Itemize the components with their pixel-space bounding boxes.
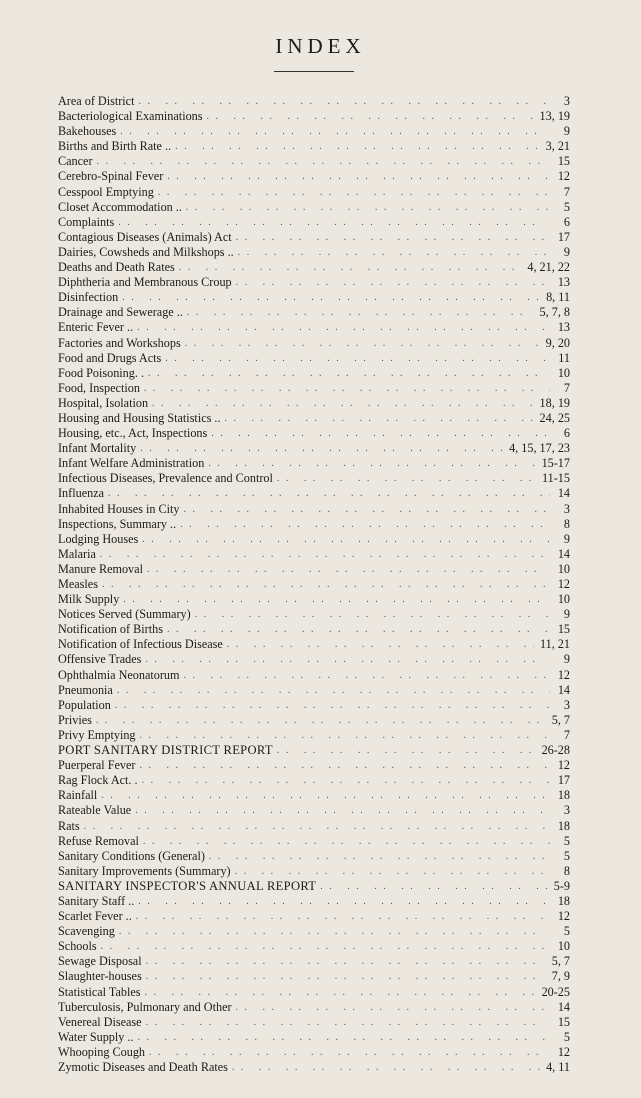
index-entry bbox=[58, 728, 570, 743]
index-entry-pages: 15-17 bbox=[541, 456, 570, 471]
leader-dots bbox=[158, 185, 550, 200]
index-entry bbox=[58, 773, 570, 788]
index-entry bbox=[58, 788, 570, 803]
index-entry-pages: 11 bbox=[558, 350, 570, 365]
index-entry-label: Infant Welfare Administration bbox=[58, 456, 205, 471]
index-entry-pages: 18 bbox=[557, 788, 570, 803]
index-entry-pages: 5-9 bbox=[553, 878, 570, 893]
index-entry bbox=[58, 351, 570, 366]
leader-dots bbox=[138, 1030, 550, 1045]
leader-dots bbox=[145, 652, 550, 667]
index-entry bbox=[58, 758, 570, 773]
index-entry-label: Bacteriological Examinations bbox=[58, 109, 203, 124]
index-entry-pages: 7 bbox=[563, 184, 570, 199]
index-entry-label: Whooping Cough bbox=[58, 1044, 146, 1059]
index-entry-pages: 3 bbox=[563, 94, 570, 108]
index-entry bbox=[58, 109, 570, 124]
index-entry-label: Housing, etc., Act, Inspections bbox=[58, 426, 208, 441]
index-entry bbox=[58, 381, 570, 396]
index-entry bbox=[58, 1000, 570, 1015]
index-entry-pages: 5 bbox=[563, 848, 570, 863]
leader-dots bbox=[209, 849, 550, 864]
index-entry-pages: 12 bbox=[557, 169, 570, 184]
index-entry-pages: 7 bbox=[563, 727, 570, 742]
index-entry-label: Refuse Removal bbox=[58, 833, 139, 848]
index-entry-pages: 10 bbox=[557, 365, 570, 380]
index-entry-label: Rag Flock Act. . bbox=[58, 773, 138, 788]
index-entry bbox=[58, 834, 570, 849]
index-entry-pages: 13 bbox=[557, 275, 570, 290]
index-entry-label: Tuberculosis, Pulmonary and Other bbox=[58, 999, 232, 1014]
index-entry-label: Notices Served (Summary) bbox=[58, 607, 191, 622]
index-entry-label: Influenza bbox=[58, 486, 105, 501]
index-entry-label: Sanitary Staff .. bbox=[58, 893, 135, 908]
leader-dots bbox=[184, 668, 550, 683]
leader-dots bbox=[225, 411, 534, 426]
index-entry bbox=[58, 607, 570, 622]
index-entry bbox=[58, 305, 570, 320]
index-entry bbox=[58, 486, 570, 501]
index-entry bbox=[58, 849, 570, 864]
index-entry-label: Rateable Value bbox=[58, 803, 132, 818]
index-list bbox=[58, 94, 570, 1075]
index-entry-label: Cerebro-Spinal Fever bbox=[58, 169, 164, 184]
index-entry-pages: 7, 9 bbox=[551, 969, 570, 984]
index-entry-label: Venereal Disease bbox=[58, 1014, 142, 1029]
leader-dots bbox=[138, 894, 550, 909]
index-entry-pages: 3 bbox=[563, 501, 570, 516]
leader-dots bbox=[175, 139, 540, 154]
index-entry-label: Factories and Workshops bbox=[58, 335, 181, 350]
leader-dots bbox=[140, 441, 503, 456]
index-entry bbox=[58, 1030, 570, 1045]
index-entry-pages: 12 bbox=[557, 667, 570, 682]
leader-dots bbox=[118, 215, 550, 230]
index-entry-pages: 18, 19 bbox=[539, 395, 570, 410]
index-entry-label: Zymotic Diseases and Death Rates bbox=[58, 1060, 228, 1074]
index-entry-pages: 24, 25 bbox=[539, 410, 570, 425]
index-entry-pages: 3 bbox=[563, 697, 570, 712]
leader-dots bbox=[84, 819, 550, 834]
index-entry-label: Puerperal Fever bbox=[58, 758, 136, 773]
leader-dots bbox=[146, 1015, 550, 1030]
index-entry-label: Infectious Diseases, Prevalence and Control bbox=[58, 471, 273, 486]
index-entry bbox=[58, 864, 570, 879]
index-entry bbox=[58, 909, 570, 924]
leader-dots bbox=[185, 336, 540, 351]
index-entry-label: Sanitary Conditions (General) bbox=[58, 848, 205, 863]
index-entry-pages: 12 bbox=[557, 1044, 570, 1059]
leader-dots bbox=[135, 803, 550, 818]
leader-dots bbox=[146, 969, 546, 984]
index-entry-label: Population bbox=[58, 697, 111, 712]
leader-dots bbox=[207, 109, 534, 124]
index-entry-label: Area of District bbox=[58, 94, 135, 108]
leader-dots bbox=[102, 577, 550, 592]
leader-dots bbox=[195, 607, 550, 622]
index-entry-label: Complaints bbox=[58, 214, 115, 229]
index-entry-pages: 4, 15, 17, 23 bbox=[509, 441, 570, 456]
index-entry-pages: 12 bbox=[557, 909, 570, 924]
index-entry-label: Lodging Houses bbox=[58, 531, 139, 546]
index-entry-label: Drainage and Sewerage .. bbox=[58, 305, 183, 320]
index-entry-label: Offensive Trades bbox=[58, 652, 142, 667]
index-entry-label: Disinfection bbox=[58, 290, 119, 305]
leader-dots bbox=[167, 169, 550, 184]
index-entry-pages: 10 bbox=[557, 561, 570, 576]
index-entry bbox=[58, 517, 570, 532]
index-entry bbox=[58, 185, 570, 200]
index-entry-pages: 9 bbox=[563, 244, 570, 259]
index-entry bbox=[58, 441, 570, 456]
index-entry-pages: 8 bbox=[563, 863, 570, 878]
index-entry-pages: 4, 21, 22 bbox=[527, 260, 570, 275]
index-entry-label: Infant Mortality bbox=[58, 441, 137, 456]
leader-dots bbox=[142, 773, 550, 788]
leader-dots bbox=[144, 381, 550, 396]
index-entry-label: Scavenging bbox=[58, 924, 115, 939]
leader-dots bbox=[211, 426, 550, 441]
leader-dots bbox=[179, 260, 522, 275]
index-entry bbox=[58, 1060, 570, 1075]
index-entry-label: Enteric Fever .. bbox=[58, 320, 134, 335]
index-entry bbox=[58, 396, 570, 411]
leader-dots bbox=[97, 154, 550, 169]
index-entry bbox=[58, 169, 570, 184]
leader-dots bbox=[277, 743, 536, 758]
index-entry-pages: 9 bbox=[563, 531, 570, 546]
index-entry-label: Deaths and Death Rates bbox=[58, 260, 175, 275]
index-entry bbox=[58, 713, 570, 728]
leader-dots bbox=[167, 622, 550, 637]
leader-dots bbox=[122, 290, 540, 305]
index-entry bbox=[58, 939, 570, 954]
index-entry-pages: 9 bbox=[563, 124, 570, 139]
leader-dots bbox=[236, 275, 550, 290]
index-entry bbox=[58, 290, 570, 305]
leader-dots bbox=[101, 939, 550, 954]
index-entry-pages: 3 bbox=[563, 803, 570, 818]
index-entry bbox=[58, 320, 570, 335]
index-entry bbox=[58, 124, 570, 139]
leader-dots bbox=[142, 532, 550, 547]
index-entry-pages: 3, 21 bbox=[545, 139, 570, 154]
index-entry bbox=[58, 592, 570, 607]
index-entry bbox=[58, 562, 570, 577]
index-entry-pages: 15 bbox=[557, 622, 570, 637]
index-entry bbox=[58, 366, 570, 381]
page-title: INDEX bbox=[275, 34, 366, 58]
index-entry bbox=[58, 154, 570, 169]
leader-dots bbox=[238, 245, 550, 260]
index-entry-pages: 15 bbox=[557, 1014, 570, 1029]
index-entry-pages: 8 bbox=[563, 516, 570, 531]
index-entry-label: Inspections, Summary .. bbox=[58, 516, 177, 531]
index-entry-label: Dairies, Cowsheds and Milkshops .. bbox=[58, 244, 234, 259]
leader-dots bbox=[115, 698, 550, 713]
index-entry-pages: 17 bbox=[557, 773, 570, 788]
leader-dots bbox=[277, 471, 536, 486]
leader-dots bbox=[147, 562, 550, 577]
index-entry-label: Notification of Births bbox=[58, 622, 163, 637]
leader-dots bbox=[143, 834, 550, 849]
leader-dots bbox=[101, 788, 550, 803]
index-entry bbox=[58, 94, 570, 109]
index-entry-pages: 12 bbox=[557, 577, 570, 591]
leader-dots bbox=[119, 924, 550, 939]
index-entry-pages: 5, 7 bbox=[551, 712, 570, 727]
index-entry-pages: 15 bbox=[557, 154, 570, 169]
index-entry-label: Births and Birth Rate .. bbox=[58, 139, 172, 154]
index-entry-pages: 11-15 bbox=[542, 471, 570, 486]
leader-dots bbox=[148, 366, 550, 381]
index-entry-pages: 17 bbox=[557, 229, 570, 244]
index-entry bbox=[58, 200, 570, 215]
index-entry-pages: 13, 19 bbox=[539, 109, 570, 124]
index-entry-pages: 13 bbox=[557, 320, 570, 335]
index-entry-pages: 5, 7 bbox=[551, 954, 570, 969]
index-entry-label: Privy Emptying bbox=[58, 727, 136, 742]
index-entry-pages: 18 bbox=[557, 893, 570, 908]
index-entry bbox=[58, 652, 570, 667]
index-entry-label: Measles bbox=[58, 577, 98, 591]
leader-dots bbox=[180, 517, 550, 532]
index-entry-label: Rainfall bbox=[58, 788, 98, 803]
index-entry-label: Sanitary Improvements (Summary) bbox=[58, 863, 231, 878]
leader-dots bbox=[227, 637, 534, 652]
leader-dots bbox=[236, 1000, 550, 1015]
index-entry-label: Malaria bbox=[58, 546, 96, 561]
index-entry-pages: 6 bbox=[563, 426, 570, 441]
index-entry-label: Closet Accommodation .. bbox=[58, 199, 182, 214]
index-entry bbox=[58, 471, 570, 486]
leader-dots bbox=[165, 351, 550, 366]
index-entry-pages: 5, 7, 8 bbox=[539, 305, 570, 320]
index-entry-label: Water Supply .. bbox=[58, 1029, 134, 1044]
index-entry-pages: 10 bbox=[557, 592, 570, 607]
index-entry-label: Milk Supply bbox=[58, 592, 120, 607]
index-entry-label: Contagious Diseases (Animals) Act bbox=[58, 229, 232, 244]
index-entry-label: Rats bbox=[58, 818, 80, 833]
index-entry-pages: 14 bbox=[557, 546, 570, 561]
index-entry bbox=[58, 532, 570, 547]
leader-dots bbox=[186, 200, 550, 215]
index-entry bbox=[58, 139, 570, 154]
leader-dots bbox=[140, 728, 550, 743]
index-entry bbox=[58, 502, 570, 517]
index-entry-pages: 5 bbox=[563, 924, 570, 939]
index-entry-pages: 5 bbox=[563, 1029, 570, 1044]
index-entry-label: Cesspool Emptying bbox=[58, 184, 154, 199]
leader-dots bbox=[208, 456, 535, 471]
index-entry bbox=[58, 230, 570, 245]
index-entry-pages: 9 bbox=[563, 652, 570, 667]
index-entry-label: Ophthalmia Neonatorum bbox=[58, 667, 180, 682]
index-entry-label: Statistical Tables bbox=[58, 984, 141, 999]
index-entry bbox=[58, 456, 570, 471]
index-entry bbox=[58, 260, 570, 275]
index-entry-label: Sewage Disposal bbox=[58, 954, 142, 969]
index-entry-label: SANITARY INSPECTOR'S ANNUAL REPORT bbox=[58, 878, 317, 893]
leader-dots bbox=[136, 909, 550, 924]
index-entry-pages: 4, 11 bbox=[546, 1060, 570, 1074]
index-entry-label: Hospital, Isolation bbox=[58, 395, 149, 410]
index-entry bbox=[58, 275, 570, 290]
index-entry-label: Scarlet Fever .. bbox=[58, 909, 132, 924]
index-entry-pages: 6 bbox=[563, 214, 570, 229]
index-entry bbox=[58, 215, 570, 230]
index-entry-label: Cancer bbox=[58, 154, 93, 169]
leader-dots bbox=[187, 305, 534, 320]
index-entry bbox=[58, 668, 570, 683]
index-entry-label: Bakehouses bbox=[58, 124, 117, 139]
leader-dots bbox=[145, 985, 536, 1000]
index-entry-pages: 9, 20 bbox=[545, 335, 570, 350]
index-entry-label: Privies bbox=[58, 712, 92, 727]
index-entry bbox=[58, 577, 570, 592]
leader-dots bbox=[236, 230, 550, 245]
leader-dots bbox=[320, 879, 547, 894]
index-entry bbox=[58, 819, 570, 834]
leader-dots bbox=[100, 547, 550, 562]
index-entry-pages: 8, 11 bbox=[546, 290, 570, 305]
index-entry-pages: 11, 21 bbox=[539, 637, 570, 652]
index-entry-pages: 20-25 bbox=[541, 984, 570, 999]
index-entry-pages: 14 bbox=[557, 999, 570, 1014]
index-entry bbox=[58, 743, 570, 758]
index-entry bbox=[58, 245, 570, 260]
leader-dots bbox=[184, 502, 550, 517]
index-entry bbox=[58, 985, 570, 1000]
leader-dots bbox=[96, 713, 546, 728]
index-entry-label: Manure Removal bbox=[58, 561, 143, 576]
leader-dots bbox=[137, 320, 550, 335]
index-entry-label: Food Poisoning. . bbox=[58, 365, 145, 380]
index-entry-pages: 5 bbox=[563, 833, 570, 848]
leader-dots bbox=[146, 954, 546, 969]
index-entry-label: Schools bbox=[58, 939, 97, 954]
leader-dots bbox=[140, 758, 551, 773]
index-entry bbox=[58, 426, 570, 441]
leader-dots bbox=[149, 1045, 550, 1060]
index-entry-label: Inhabited Houses in City bbox=[58, 501, 180, 516]
index-entry bbox=[58, 547, 570, 562]
index-entry-pages: 9 bbox=[563, 607, 570, 622]
index-entry bbox=[58, 683, 570, 698]
leader-dots bbox=[108, 486, 550, 501]
index-entry bbox=[58, 698, 570, 713]
index-entry bbox=[58, 411, 570, 426]
index-entry-label: Diphtheria and Membranous Croup bbox=[58, 275, 232, 290]
title-underline bbox=[274, 71, 354, 72]
leader-dots bbox=[235, 864, 550, 879]
index-entry-label: Food, Inspection bbox=[58, 380, 140, 395]
leader-dots bbox=[117, 683, 550, 698]
index-entry bbox=[58, 954, 570, 969]
index-entry bbox=[58, 637, 570, 652]
index-entry bbox=[58, 879, 570, 894]
index-entry-pages: 18 bbox=[557, 818, 570, 833]
index-entry bbox=[58, 894, 570, 909]
leader-dots bbox=[138, 94, 550, 109]
index-entry-pages: 10 bbox=[557, 939, 570, 954]
leader-dots bbox=[232, 1060, 540, 1075]
index-entry-label: Notification of Infectious Disease bbox=[58, 637, 223, 652]
index-entry-pages: 7 bbox=[563, 380, 570, 395]
index-entry bbox=[58, 1015, 570, 1030]
index-entry-label: PORT SANITARY DISTRICT REPORT bbox=[58, 743, 273, 758]
index-entry-pages: 26-28 bbox=[541, 743, 570, 758]
index-entry-pages: 14 bbox=[557, 486, 570, 501]
index-entry-pages: 14 bbox=[557, 682, 570, 697]
index-entry bbox=[58, 924, 570, 939]
index-entry-pages: 12 bbox=[557, 758, 570, 773]
index-entry-label: Slaughter-houses bbox=[58, 969, 142, 984]
index-entry bbox=[58, 336, 570, 351]
leader-dots bbox=[152, 396, 533, 411]
index-entry-label: Housing and Housing Statistics .. bbox=[58, 410, 221, 425]
index-entry bbox=[58, 1045, 570, 1060]
index-entry-label: Food and Drugs Acts bbox=[58, 350, 162, 365]
index-entry-pages: 5 bbox=[563, 199, 570, 214]
index-entry-label: Pneumonia bbox=[58, 682, 113, 697]
index-entry bbox=[58, 803, 570, 818]
index-entry bbox=[58, 622, 570, 637]
leader-dots bbox=[120, 124, 550, 139]
leader-dots bbox=[123, 592, 550, 607]
index-entry bbox=[58, 969, 570, 984]
